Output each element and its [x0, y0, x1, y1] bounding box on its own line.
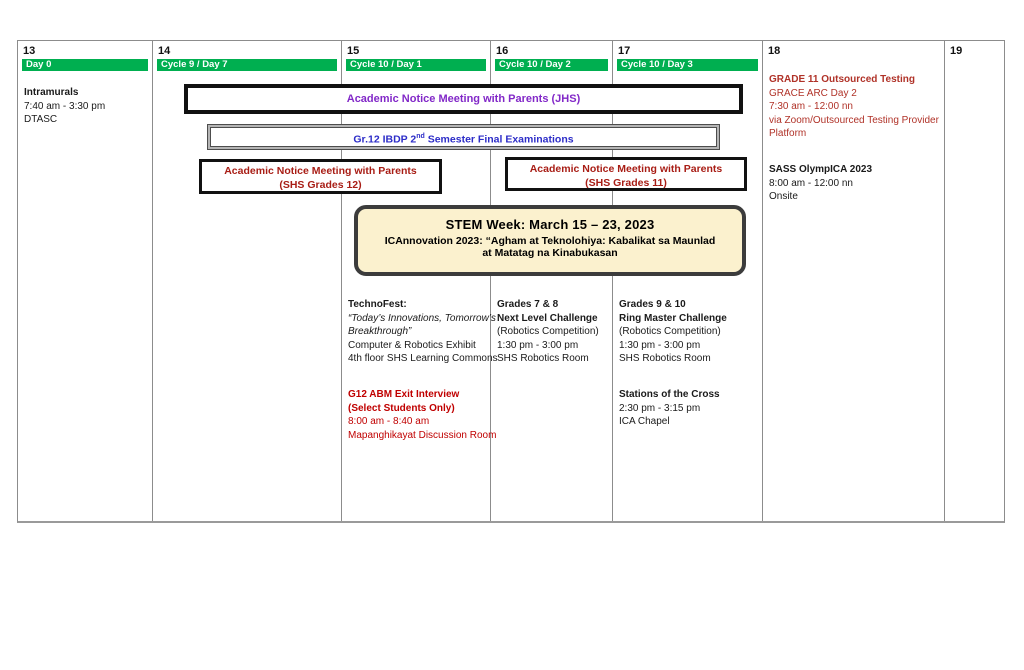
- event-detail: (Robotics Competition): [619, 326, 721, 337]
- event-time: 7:40 am - 3:30 pm: [24, 100, 106, 112]
- event-title: Intramurals: [24, 87, 79, 98]
- event-time: 7:30 am - 12:00 nn: [769, 101, 853, 112]
- banner-text-superscript: nd: [416, 133, 425, 140]
- event-location: 4th floor SHS Learning Commons: [348, 353, 498, 364]
- banner-text: Academic Notice Meeting with Parents (JHS): [346, 93, 581, 105]
- event-title: GRADE 11 Outsourced Testing: [769, 74, 915, 85]
- banner-line2: (SHS Grades 12): [279, 179, 362, 191]
- event-detail: Computer & Robotics Exhibit: [348, 339, 476, 351]
- banner-text: [210, 127, 717, 147]
- day-number: 19: [950, 45, 963, 57]
- banner-academic-notice-shs12: [199, 159, 442, 194]
- event-quote-line2: Breakthrough”: [348, 326, 412, 337]
- banner-line1: Academic Notice Meeting with Parents: [224, 165, 417, 177]
- event-title: Grades 7 & 8: [497, 299, 559, 310]
- day-column-18: [763, 41, 945, 521]
- event-time: 1:30 pm - 3:00 pm: [619, 339, 701, 351]
- event-platform-line1: via Zoom/Outsourced Testing Provider: [769, 114, 939, 126]
- event-location: Onsite: [769, 191, 798, 202]
- event-location: SHS Robotics Room: [497, 353, 589, 364]
- event-grades-7-8-robotics: [497, 298, 610, 366]
- event-technofest: [348, 298, 498, 366]
- event-time: 2:30 pm - 3:15 pm: [619, 402, 701, 414]
- event-detail: GRACE ARC Day 2: [769, 87, 857, 99]
- event-title: Stations of the Cross: [619, 389, 720, 400]
- calendar-table: [17, 40, 1005, 523]
- event-platform-line2: Platform: [769, 128, 807, 139]
- banner-stem-week: [354, 205, 746, 276]
- event-quote-line1: “Today’s Innovations, Tomorrow’s: [348, 312, 496, 324]
- event-g12-abm-exit-interview: [348, 388, 497, 442]
- day-number: 18: [768, 45, 781, 57]
- stem-week-title: STEM Week: March 15 – 23, 2023: [445, 217, 655, 232]
- event-intramurals: [24, 86, 150, 127]
- event-location: ICA Chapel: [619, 416, 670, 427]
- event-time: 8:00 am - 8:40 am: [348, 416, 430, 427]
- event-title2: Ring Master Challenge: [619, 312, 727, 324]
- day-column-13: [18, 41, 153, 521]
- day-number: 14: [158, 45, 171, 57]
- event-location: SHS Robotics Room: [619, 353, 711, 364]
- event-title: TechnoFest:: [348, 299, 407, 310]
- banner-academic-notice-shs11: [505, 157, 747, 191]
- banner-text-post: Semester Final Examinations: [424, 133, 574, 146]
- day-number: 13: [23, 45, 36, 57]
- day-cycle-bar: Cycle 10 / Day 1: [346, 59, 486, 71]
- day-number: 17: [618, 45, 631, 57]
- day-cycle-bar: Day 0: [22, 59, 148, 71]
- event-title: SASS OlympICA 2023: [769, 164, 873, 175]
- event-grades-9-10-robotics: [619, 298, 760, 366]
- banner-ibdp-final-exams: [207, 124, 720, 150]
- stem-week-theme-line2: at Matatag na Kinabukasan: [482, 247, 618, 259]
- event-title: Grades 9 & 10: [619, 299, 686, 310]
- stem-week-theme-line1: ICAnnovation 2023: “Agham at Teknolohiya: Kabalikat sa Maunlad: [384, 235, 716, 247]
- event-stations-of-the-cross: [619, 388, 760, 429]
- day-cycle-bar: Cycle 9 / Day 7: [157, 59, 337, 71]
- event-location: Mapanghikayat Discussion Room: [348, 429, 497, 441]
- banner-line1: Academic Notice Meeting with Parents: [529, 163, 723, 175]
- event-location: DTASC: [24, 114, 58, 125]
- day-cycle-bar: Cycle 10 / Day 3: [617, 59, 758, 71]
- event-sass-olympica: [769, 163, 942, 204]
- event-grade11-outsourced-testing: [769, 73, 942, 141]
- banner-academic-notice-jhs: [184, 84, 743, 114]
- event-title2: Next Level Challenge: [497, 312, 598, 324]
- event-time: 1:30 pm - 3:00 pm: [497, 339, 579, 351]
- day-number: 15: [347, 45, 360, 57]
- event-time: 8:00 am - 12:00 nn: [769, 177, 853, 189]
- event-subtitle: (Select Students Only): [348, 402, 455, 414]
- day-column-19: [945, 41, 1006, 521]
- event-title: G12 ABM Exit Interview: [348, 389, 460, 400]
- event-detail: (Robotics Competition): [497, 326, 599, 337]
- banner-line2: (SHS Grades 11): [585, 177, 667, 189]
- day-number: 16: [496, 45, 509, 57]
- day-cycle-bar: Cycle 10 / Day 2: [495, 59, 608, 71]
- banner-text-pre: Gr.12 IBDP 2: [353, 133, 417, 146]
